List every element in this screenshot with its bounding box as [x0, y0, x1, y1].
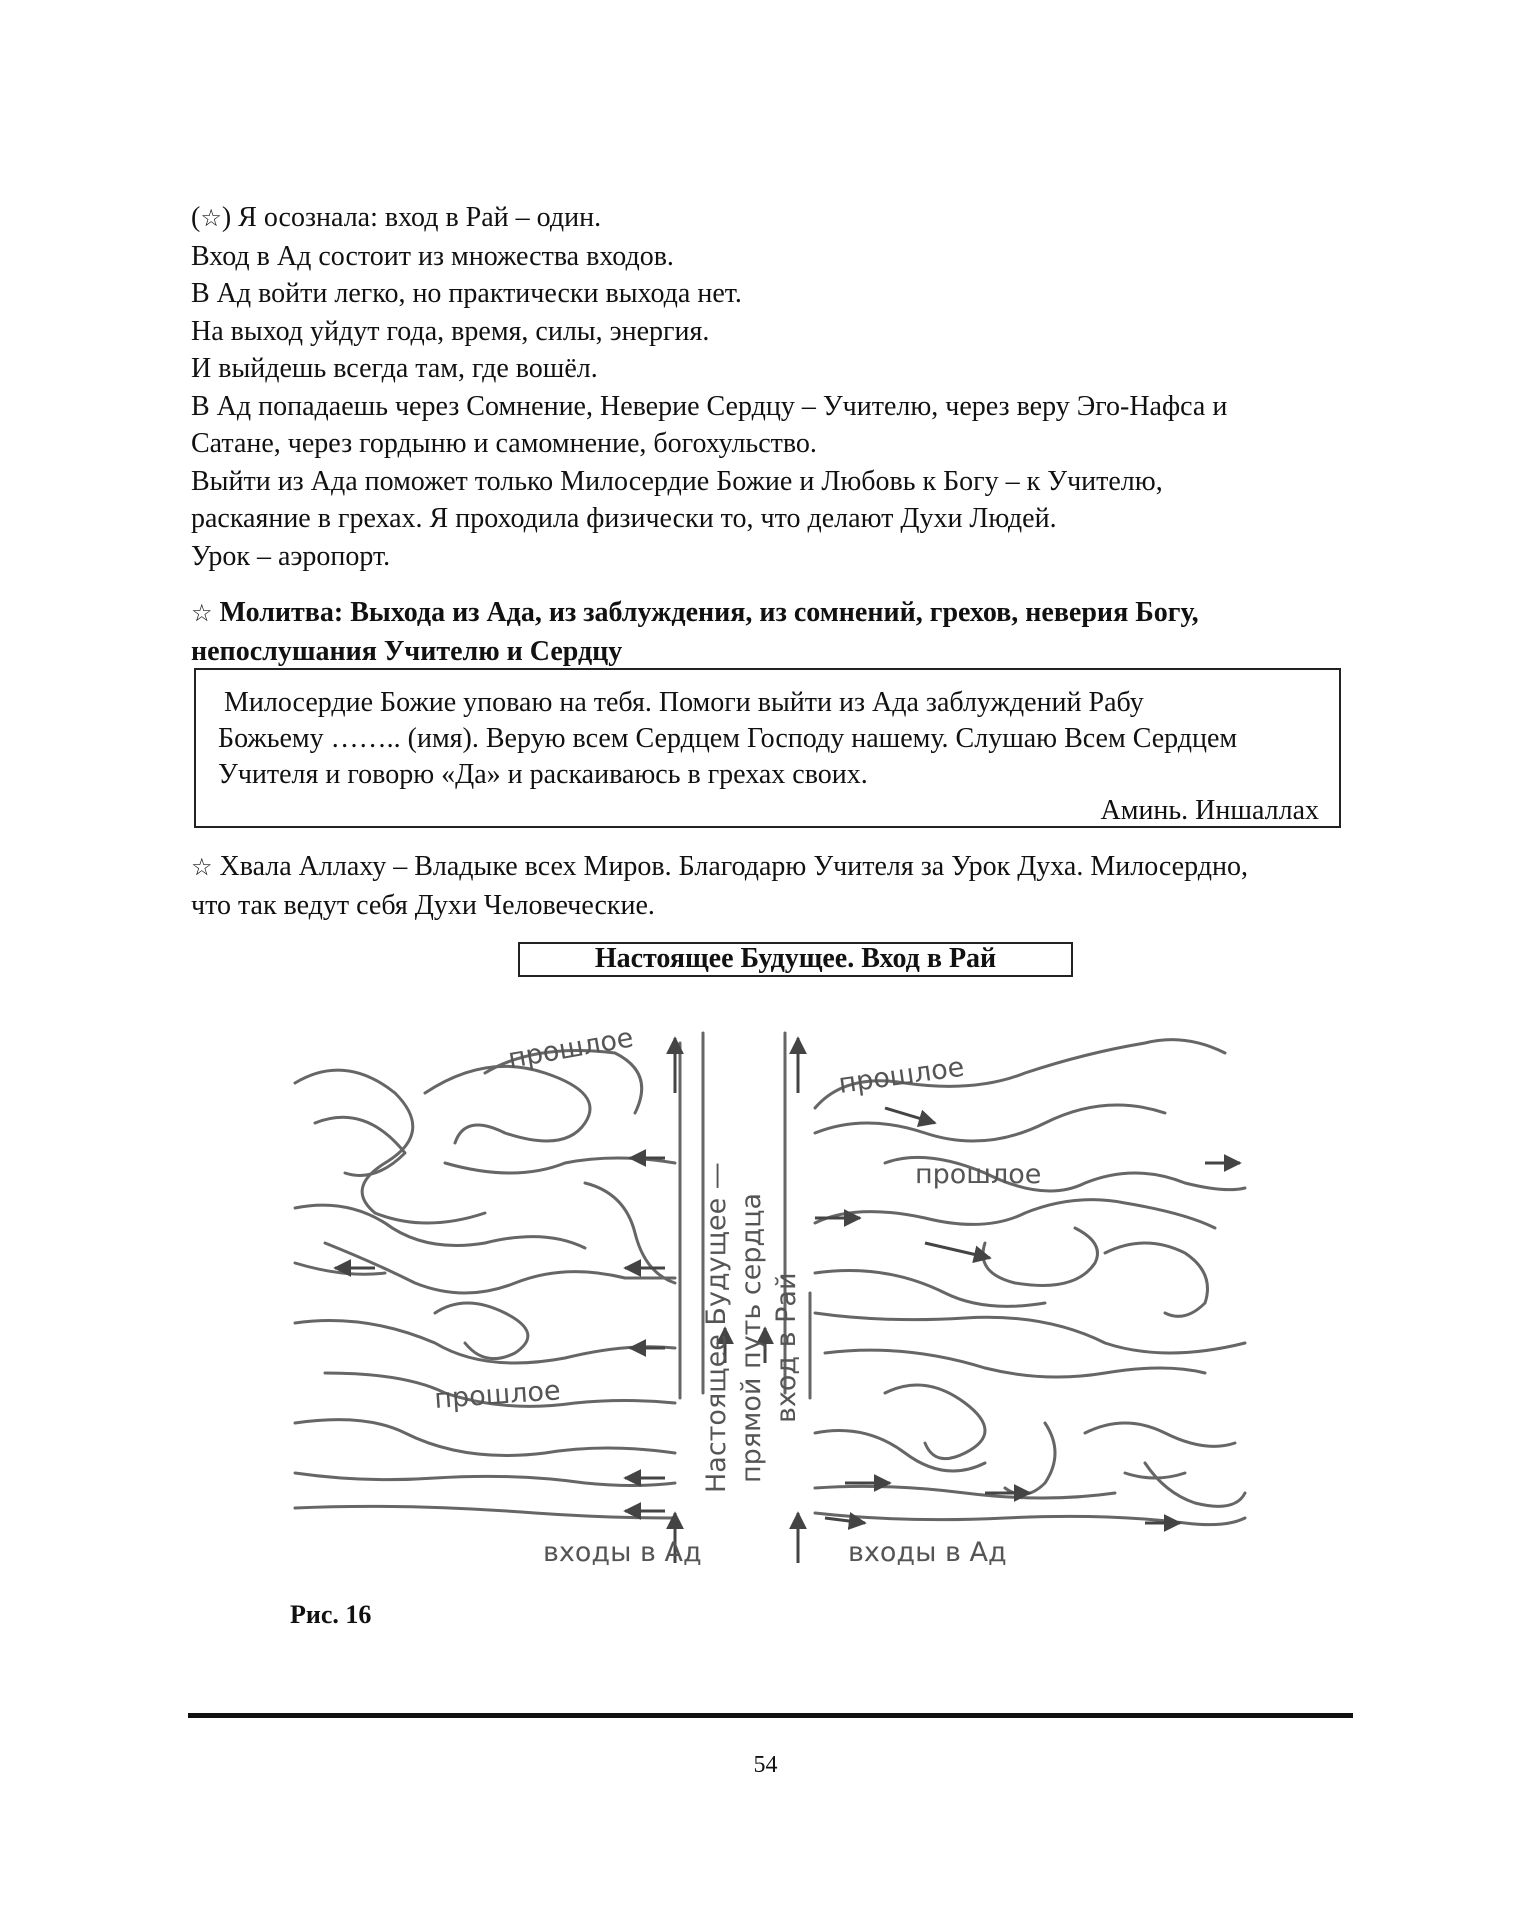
past-label: прошлое: [433, 1375, 562, 1415]
text-fragment: Молитва: Выхода из Ада, из заблуждения, из сомнений, грехов, неверия Богу,: [219, 597, 1199, 628]
maze-path: [1085, 1423, 1235, 1446]
maze-path: [1105, 1243, 1208, 1316]
maze-path: [825, 1350, 1205, 1377]
text-line: Сатане, через гордыню и самомнение, богохульство.: [191, 428, 817, 459]
paths-diagram: [285, 1013, 1270, 1585]
page-number: 54: [753, 1752, 778, 1778]
prayer-line: Учителя и говорю «Да» и раскаиваюсь в грехах своих.: [218, 759, 868, 790]
diagram-title: Настоящее Будущее. Вход в Рай: [518, 942, 1073, 977]
star-icon: ☆: [191, 853, 213, 881]
maze-path: [983, 1228, 1098, 1286]
text-fragment: (: [191, 202, 201, 233]
text-line: [191, 199, 1346, 238]
vertical-label: вход в Рай: [771, 1272, 802, 1423]
maze-path: [445, 1158, 675, 1173]
maze-path: [325, 1243, 675, 1293]
text-line: Вход в Ад состоит из множества входов.: [191, 240, 674, 272]
arrow: [885, 1108, 935, 1123]
past-label: прошлое: [505, 1022, 636, 1075]
praise-paragraph: [191, 848, 1346, 924]
maze-path: [815, 1486, 1115, 1498]
maze-path: [885, 1385, 985, 1459]
maze-path: [425, 1066, 590, 1143]
text-line: что так ведут себя Духи Человеческие.: [191, 889, 655, 921]
maze-path: [295, 1473, 675, 1486]
maze-path: [815, 1431, 985, 1472]
hell-entrances-label: входы в Ад: [543, 1537, 702, 1568]
text-line: В Ад войти легко, но практически выхода нет.: [191, 278, 742, 309]
text-line: Урок – аэропорт.: [191, 540, 391, 572]
vertical-label: Настоящее Будущее —: [701, 1162, 732, 1493]
text-line: На выход уйдут года, время, силы, энергия.: [191, 315, 710, 347]
heading-line: непослушания Учителю и Сердцу: [191, 635, 623, 667]
maze-path: [295, 1420, 675, 1456]
text-line: раскаяние в грехах. Я проходила физически то, что делают Духи Людей.: [191, 503, 1057, 534]
figure-caption: Рис. 16: [290, 1600, 372, 1629]
maze-path: [815, 1513, 1245, 1525]
path-lines: [295, 1033, 1245, 1525]
heading-line: [191, 594, 1346, 633]
star-icon: ☆: [200, 204, 222, 232]
text-line: И выйдешь всегда там, где вошёл.: [191, 353, 598, 384]
arrow: [825, 1518, 865, 1523]
paragraph-main: [191, 199, 1346, 575]
hell-entrances-label: входы в Ад: [848, 1537, 1007, 1568]
maze-path: [1145, 1463, 1245, 1506]
maze-path: [815, 1271, 1045, 1307]
text-fragment: ) Я осознала: вход в Рай – один.: [221, 202, 602, 233]
prayer-line: Милосердие Божие уповаю на тебя. Помоги выйти из Ада заблуждений Рабу: [224, 687, 1144, 718]
prayer-line: Божьему …….. (имя). Верую всем Сердцем Господу нашему. Слушаю Всем Сердцем: [218, 723, 1238, 754]
prayer-closing: Аминь. Иншаллах: [1100, 795, 1319, 826]
text-fragment: Хвала Аллаху – Владыке всех Миров. Благодарю Учителя за Урок Духа. Милосердно,: [219, 851, 1248, 882]
maze-path: [815, 1200, 1215, 1228]
text-line: [191, 848, 1346, 887]
prayer-box: [194, 668, 1341, 828]
past-label: прошлое: [915, 1159, 1042, 1190]
arrow: [925, 1243, 990, 1258]
maze-path: [815, 1105, 1165, 1141]
maze-path: [815, 1313, 1245, 1353]
maze-path: [1005, 1423, 1055, 1494]
past-label: прошлое: [836, 1051, 967, 1100]
maze-path: [295, 1205, 585, 1248]
text-line: В Ад попадаешь через Сомнение, Неверие Сердцу – Учителю, через веру Эго-Нафса и: [191, 390, 1228, 422]
star-icon: ☆: [191, 599, 213, 627]
maze-path: [295, 1506, 675, 1518]
maze-path: [315, 1117, 405, 1175]
text-line: Выйти из Ада поможет только Милосердие Божие и Любовь к Богу – к Учителю,: [191, 465, 1163, 497]
footer-rule: [188, 1713, 1353, 1718]
maze-path: [295, 1070, 485, 1223]
vertical-label: прямой путь сердца: [736, 1192, 767, 1483]
prayer-heading: [191, 594, 1346, 670]
